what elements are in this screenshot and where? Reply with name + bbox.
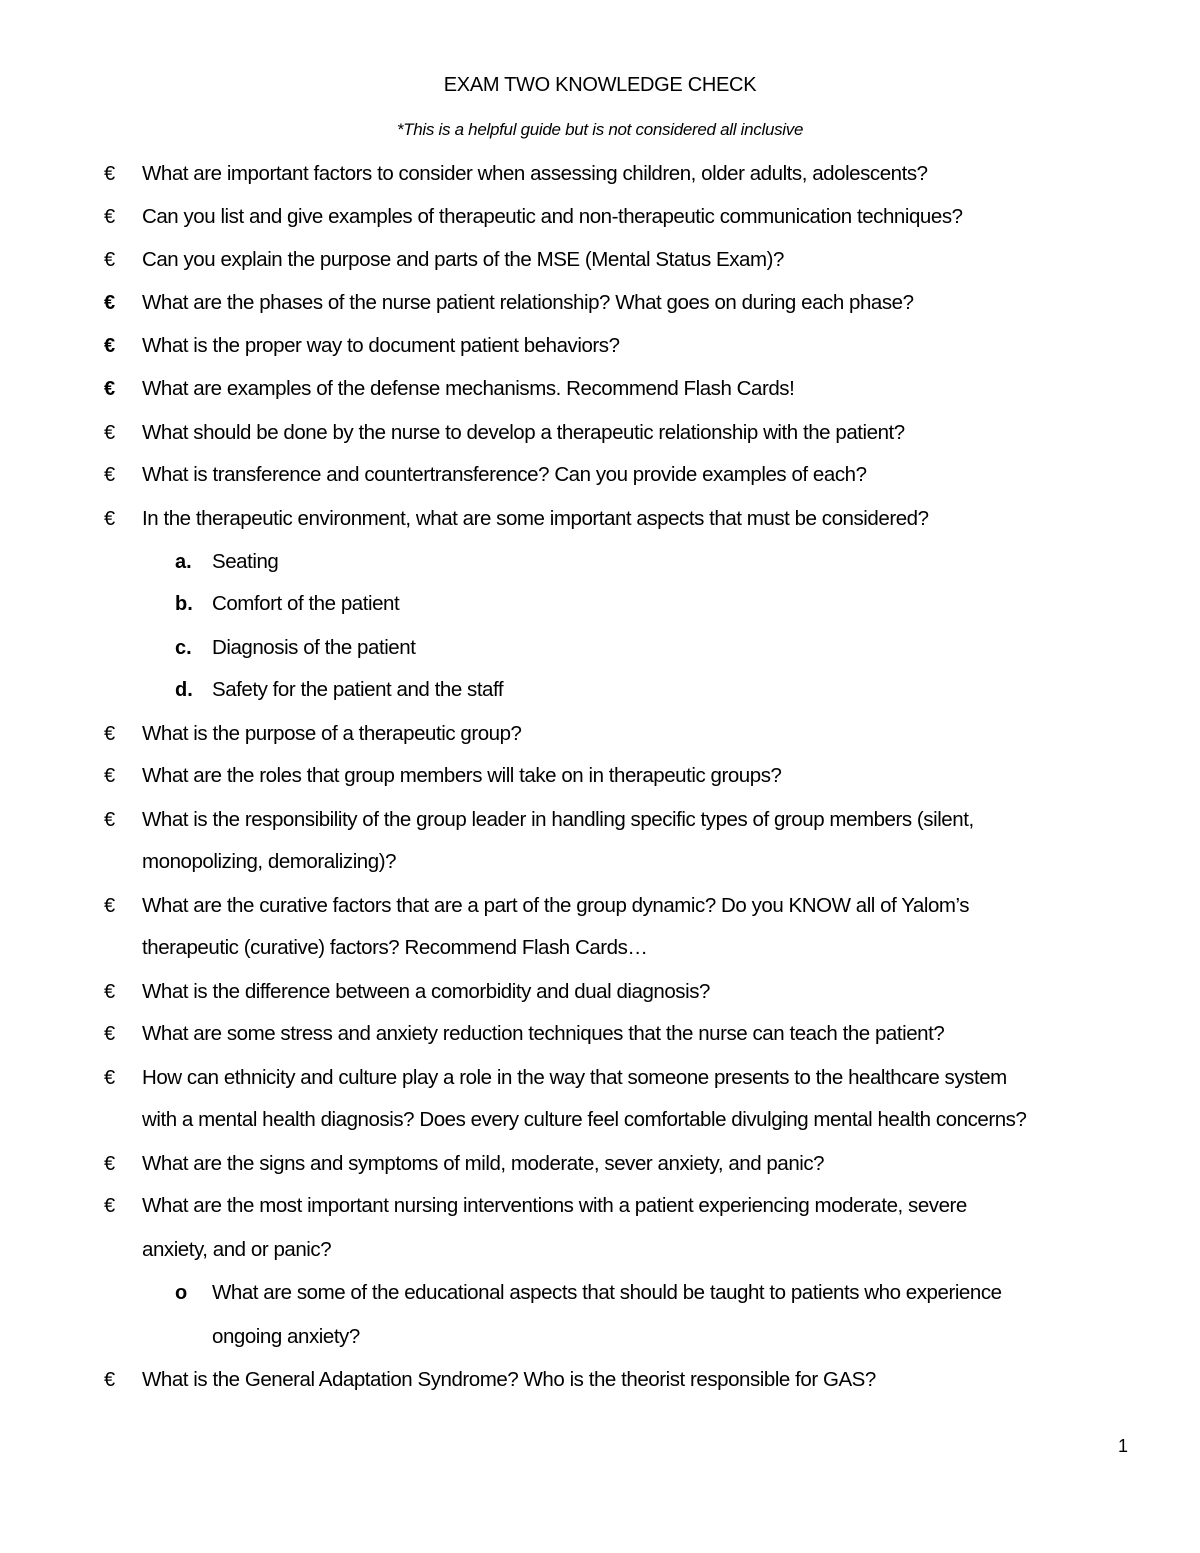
question-item: What are important factors to consider when assessing children, older adults, adolescents? [142, 162, 928, 185]
bullet-icon: € [104, 1067, 116, 1089]
environment-aspect-item: Diagnosis of the patient [212, 636, 416, 659]
bullet-icon: € [104, 422, 116, 444]
question-item: Can you explain the purpose and parts of the MSE (Mental Status Exam)? [142, 248, 784, 271]
question-item-continuation: anxiety, and or panic? [142, 1238, 332, 1261]
circle-bullet-icon: o [175, 1282, 188, 1304]
bullet-icon: € [104, 895, 116, 917]
question-item: In the therapeutic environment, what are some important aspects that must be considered? [142, 507, 929, 530]
bullet-icon: € [104, 1195, 116, 1217]
list-marker: c. [175, 637, 192, 659]
bullet-icon: € [104, 1153, 116, 1175]
list-marker: b. [175, 593, 193, 615]
bullet-icon: € [104, 206, 116, 228]
bullet-icon: € [104, 765, 116, 787]
question-item: What are the phases of the nurse patient relationship? What goes on during each phase? [142, 291, 914, 314]
question-item: What are some stress and anxiety reduction techniques that the nurse can teach the patient? [142, 1022, 945, 1045]
document-title: EXAM TWO KNOWLEDGE CHECK [443, 74, 757, 96]
sub-question-item-continuation: ongoing anxiety? [212, 1325, 360, 1348]
question-item: How can ethnicity and culture play a role in the way that someone presents to the healthcare system [142, 1066, 1007, 1089]
bullet-icon: € [104, 723, 116, 745]
bullet-icon: € [104, 981, 116, 1003]
question-item: What are the curative factors that are a part of the group dynamic? Do you KNOW all of Yalom’s [142, 894, 970, 917]
question-item: What should be done by the nurse to develop a therapeutic relationship with the patient? [142, 421, 905, 444]
question-item: What are the most important nursing interventions with a patient experiencing moderate, severe [142, 1194, 967, 1217]
question-item: What is transference and countertransference? Can you provide examples of each? [142, 463, 867, 486]
list-marker: d. [175, 679, 193, 701]
question-item: What is the proper way to document patient behaviors? [142, 334, 620, 357]
bullet-icon: € [104, 809, 116, 831]
bullet-icon: € [104, 1023, 116, 1045]
bullet-icon: € [104, 378, 116, 400]
question-item: Can you list and give examples of therapeutic and non-therapeutic communication techniques? [142, 205, 963, 228]
sub-question-item: What are some of the educational aspects that should be taught to patients who experience [212, 1281, 1002, 1304]
bullet-icon: € [104, 508, 116, 530]
question-item-continuation: monopolizing, demoralizing)? [142, 850, 397, 873]
question-item: What is the General Adaptation Syndrome? Who is the theorist responsible for GAS? [142, 1368, 876, 1391]
bullet-icon: € [104, 464, 116, 486]
environment-aspect-item: Comfort of the patient [212, 592, 400, 615]
bullet-icon: € [104, 163, 116, 185]
question-item-continuation: with a mental health diagnosis? Does every culture feel comfortable divulging mental health concerns? [142, 1108, 1027, 1131]
list-marker: a. [175, 551, 192, 573]
environment-aspect-item: Safety for the patient and the staff [212, 678, 504, 701]
question-item: What are the roles that group members will take on in therapeutic groups? [142, 764, 782, 787]
question-item: What are the signs and symptoms of mild, moderate, sever anxiety, and panic? [142, 1152, 825, 1175]
question-item: What is the purpose of a therapeutic group? [142, 722, 522, 745]
environment-aspect-item: Seating [212, 550, 279, 573]
question-item-continuation: therapeutic (curative) factors? Recommend Flash Cards… [142, 936, 648, 959]
question-item: What is the difference between a comorbidity and dual diagnosis? [142, 980, 710, 1003]
document-subtitle: *This is a helpful guide but is not considered all inclusive [396, 120, 804, 139]
bullet-icon: € [104, 1369, 116, 1391]
bullet-icon: € [104, 292, 116, 314]
bullet-icon: € [104, 249, 116, 271]
question-item: What is the responsibility of the group leader in handling specific types of group members (silent, [142, 808, 974, 831]
page-number: 1 [1118, 1436, 1129, 1456]
question-item: What are examples of the defense mechanisms. Recommend Flash Cards! [142, 377, 795, 400]
bullet-icon: € [104, 335, 116, 357]
